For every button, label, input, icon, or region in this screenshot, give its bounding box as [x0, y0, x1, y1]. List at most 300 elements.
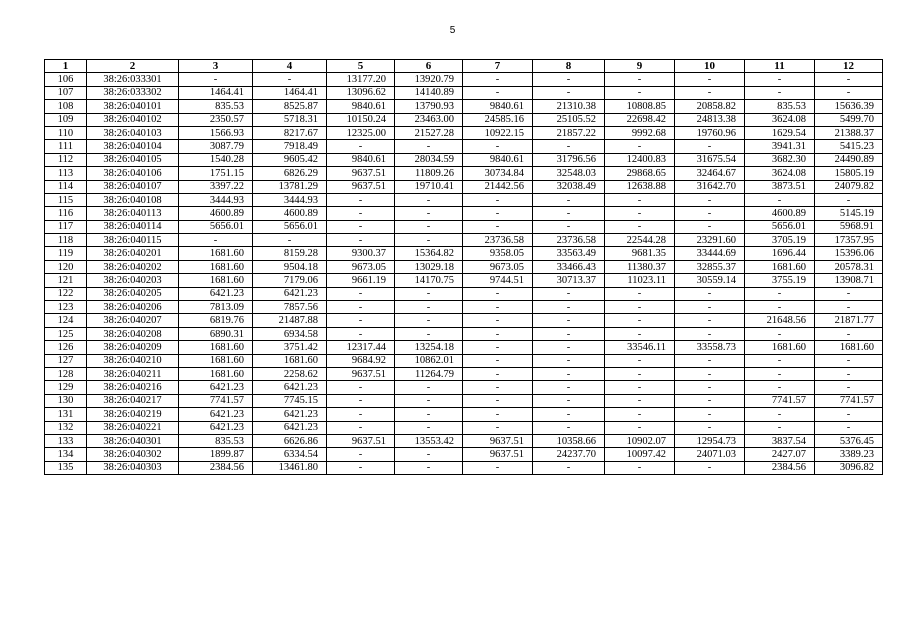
value-cell: 3444.93 [253, 193, 327, 206]
row-number-cell: 127 [45, 354, 87, 367]
table-row [45, 234, 883, 247]
value-cell: - [395, 193, 463, 206]
value-cell: 7745.15 [253, 394, 327, 407]
value-cell: - [463, 394, 533, 407]
value-cell: 13920.79 [395, 73, 463, 86]
value-cell: 10358.66 [533, 434, 605, 447]
table-row [45, 394, 883, 407]
value-cell: 30713.37 [533, 274, 605, 287]
value-cell: 5415.23 [815, 140, 883, 153]
value-cell: - [179, 234, 253, 247]
value-cell: - [395, 287, 463, 300]
value-cell: 1464.41 [179, 86, 253, 99]
value-cell: 21871.77 [815, 314, 883, 327]
value-cell: 21527.28 [395, 126, 463, 139]
value-cell: - [605, 354, 675, 367]
value-cell: - [675, 287, 745, 300]
value-cell: 23736.58 [463, 234, 533, 247]
value-cell: - [745, 327, 815, 340]
column-header: 11 [745, 60, 815, 73]
value-cell: 6421.23 [253, 421, 327, 434]
value-cell: 13096.62 [327, 86, 395, 99]
value-cell: 31642.70 [675, 180, 745, 193]
value-cell: - [533, 408, 605, 421]
value-cell: - [605, 327, 675, 340]
table-row [45, 86, 883, 99]
value-cell: 2384.56 [179, 461, 253, 474]
value-cell: 24079.82 [815, 180, 883, 193]
value-cell: - [675, 408, 745, 421]
value-cell: - [463, 73, 533, 86]
value-cell: - [745, 301, 815, 314]
value-cell: 1681.60 [179, 274, 253, 287]
value-cell: 31796.56 [533, 153, 605, 166]
value-cell: - [815, 367, 883, 380]
value-cell: - [815, 287, 883, 300]
value-cell: - [463, 140, 533, 153]
cadastral-number-cell: 38:26:040201 [87, 247, 179, 260]
value-cell: 13781.29 [253, 180, 327, 193]
table-row [45, 367, 883, 380]
value-cell: 29868.65 [605, 167, 675, 180]
value-cell: 10097.42 [605, 448, 675, 461]
value-cell: 13461.80 [253, 461, 327, 474]
table-row [45, 287, 883, 300]
value-cell: - [533, 220, 605, 233]
cadastral-number-cell: 38:26:040108 [87, 193, 179, 206]
value-cell: 33558.73 [675, 341, 745, 354]
value-cell: 5718.31 [253, 113, 327, 126]
cadastral-number-cell: 38:26:040101 [87, 100, 179, 113]
value-cell: 9673.05 [327, 260, 395, 273]
row-number-cell: 135 [45, 461, 87, 474]
value-cell: 1681.60 [179, 247, 253, 260]
value-cell: - [815, 381, 883, 394]
value-cell: 9637.51 [327, 180, 395, 193]
table-row [45, 126, 883, 139]
value-cell: - [605, 367, 675, 380]
value-cell: 23291.60 [675, 234, 745, 247]
value-cell: 6421.23 [179, 287, 253, 300]
value-cell: 3941.31 [745, 140, 815, 153]
table-row [45, 341, 883, 354]
value-cell: - [463, 193, 533, 206]
value-cell: - [327, 207, 395, 220]
column-header: 4 [253, 60, 327, 73]
value-cell: 23736.58 [533, 234, 605, 247]
value-cell: 1681.60 [179, 354, 253, 367]
cadastral-number-cell: 38:26:040302 [87, 448, 179, 461]
value-cell: - [463, 461, 533, 474]
row-number-cell: 115 [45, 193, 87, 206]
value-cell: 4600.89 [179, 207, 253, 220]
value-cell: - [745, 367, 815, 380]
table-row [45, 434, 883, 447]
row-number-cell: 107 [45, 86, 87, 99]
value-cell: - [675, 301, 745, 314]
row-number-cell: 110 [45, 126, 87, 139]
value-cell: 1566.93 [179, 126, 253, 139]
row-number-cell: 126 [45, 341, 87, 354]
row-number-cell: 129 [45, 381, 87, 394]
value-cell: 33563.49 [533, 247, 605, 260]
value-cell: - [745, 73, 815, 86]
row-number-cell: 114 [45, 180, 87, 193]
value-cell: 2427.07 [745, 448, 815, 461]
row-number-cell: 133 [45, 434, 87, 447]
value-cell: - [675, 86, 745, 99]
value-cell: - [533, 314, 605, 327]
value-cell: 8525.87 [253, 100, 327, 113]
value-cell: 22544.28 [605, 234, 675, 247]
value-cell: 30559.14 [675, 274, 745, 287]
value-cell: 13553.42 [395, 434, 463, 447]
row-number-cell: 130 [45, 394, 87, 407]
value-cell: 9992.68 [605, 126, 675, 139]
value-cell: - [327, 408, 395, 421]
value-cell: - [533, 207, 605, 220]
value-cell: 9637.51 [463, 448, 533, 461]
value-cell: 10808.85 [605, 100, 675, 113]
value-cell: 9637.51 [327, 167, 395, 180]
value-cell: - [463, 301, 533, 314]
value-cell: 6421.23 [179, 421, 253, 434]
value-cell: - [395, 394, 463, 407]
value-cell: - [815, 354, 883, 367]
column-header: 3 [179, 60, 253, 73]
value-cell: - [605, 73, 675, 86]
value-cell: 24585.16 [463, 113, 533, 126]
value-cell: 3389.23 [815, 448, 883, 461]
value-cell: 12325.00 [327, 126, 395, 139]
row-number-cell: 121 [45, 274, 87, 287]
cadastral-number-cell: 38:26:033302 [87, 86, 179, 99]
value-cell: 9661.19 [327, 274, 395, 287]
value-cell: 15364.82 [395, 247, 463, 260]
table-row [45, 448, 883, 461]
column-header: 5 [327, 60, 395, 73]
value-cell: - [533, 461, 605, 474]
value-cell: 12317.44 [327, 341, 395, 354]
cadastral-number-cell: 38:26:040104 [87, 140, 179, 153]
value-cell: 1751.15 [179, 167, 253, 180]
value-cell: 1681.60 [179, 341, 253, 354]
value-cell: 21487.88 [253, 314, 327, 327]
value-cell: - [395, 461, 463, 474]
value-cell: 24071.03 [675, 448, 745, 461]
value-cell: - [395, 220, 463, 233]
row-number-cell: 112 [45, 153, 87, 166]
cadastral-number-cell: 38:26:040221 [87, 421, 179, 434]
value-cell: 2258.62 [253, 367, 327, 380]
row-number-cell: 117 [45, 220, 87, 233]
value-cell: 9605.42 [253, 153, 327, 166]
row-number-cell: 119 [45, 247, 87, 260]
value-cell: - [395, 207, 463, 220]
row-number-cell: 118 [45, 234, 87, 247]
value-cell: - [605, 140, 675, 153]
value-cell: - [815, 408, 883, 421]
cadastral-number-cell: 38:26:040105 [87, 153, 179, 166]
value-cell: 12954.73 [675, 434, 745, 447]
value-cell: 21310.38 [533, 100, 605, 113]
value-cell: 14140.89 [395, 86, 463, 99]
value-cell: 9637.51 [327, 434, 395, 447]
column-header: 9 [605, 60, 675, 73]
value-cell: - [675, 421, 745, 434]
value-cell: 33466.43 [533, 260, 605, 273]
value-cell: 6421.23 [179, 381, 253, 394]
column-header: 10 [675, 60, 745, 73]
value-cell: 14170.75 [395, 274, 463, 287]
value-cell: 9684.92 [327, 354, 395, 367]
value-cell: - [463, 327, 533, 340]
value-cell: - [395, 314, 463, 327]
value-cell: 5376.45 [815, 434, 883, 447]
value-cell: - [675, 314, 745, 327]
row-number-cell: 128 [45, 367, 87, 380]
row-number-cell: 134 [45, 448, 87, 461]
table-row [45, 327, 883, 340]
value-cell: - [605, 421, 675, 434]
value-cell: - [395, 408, 463, 421]
value-cell: 10922.15 [463, 126, 533, 139]
table-header [45, 60, 883, 73]
value-cell: 11023.11 [605, 274, 675, 287]
value-cell: - [745, 354, 815, 367]
value-cell: - [327, 421, 395, 434]
value-cell: 7741.57 [745, 394, 815, 407]
value-cell: - [605, 394, 675, 407]
value-cell: - [327, 394, 395, 407]
value-cell: - [327, 327, 395, 340]
value-cell: 7179.06 [253, 274, 327, 287]
value-cell: 32464.67 [675, 167, 745, 180]
table-row [45, 274, 883, 287]
data-table [44, 59, 883, 475]
value-cell: 20578.31 [815, 260, 883, 273]
value-cell: - [395, 301, 463, 314]
table-row [45, 408, 883, 421]
value-cell: - [745, 408, 815, 421]
value-cell: 1681.60 [179, 260, 253, 273]
value-cell: 11264.79 [395, 367, 463, 380]
value-cell: - [675, 381, 745, 394]
value-cell: - [605, 220, 675, 233]
value-cell: - [675, 327, 745, 340]
value-cell: - [815, 301, 883, 314]
value-cell: 3751.42 [253, 341, 327, 354]
table-row [45, 193, 883, 206]
value-cell: - [253, 234, 327, 247]
value-cell: - [815, 193, 883, 206]
value-cell: - [463, 207, 533, 220]
row-number-cell: 125 [45, 327, 87, 340]
table-row [45, 461, 883, 474]
value-cell: 3873.51 [745, 180, 815, 193]
value-cell: - [675, 367, 745, 380]
value-cell: - [533, 301, 605, 314]
value-cell: 9504.18 [253, 260, 327, 273]
value-cell: - [327, 314, 395, 327]
value-cell: - [533, 394, 605, 407]
value-cell: - [533, 367, 605, 380]
value-cell: 1899.87 [179, 448, 253, 461]
value-cell: - [533, 341, 605, 354]
table-row [45, 301, 883, 314]
row-number-cell: 116 [45, 207, 87, 220]
cadastral-number-cell: 38:26:040202 [87, 260, 179, 273]
value-cell: 2350.57 [179, 113, 253, 126]
value-cell: - [533, 140, 605, 153]
value-cell: - [395, 234, 463, 247]
table-row [45, 73, 883, 86]
cadastral-number-cell: 38:26:040206 [87, 301, 179, 314]
table-row [45, 180, 883, 193]
value-cell: 13790.93 [395, 100, 463, 113]
cadastral-number-cell: 38:26:040303 [87, 461, 179, 474]
value-cell: 7813.09 [179, 301, 253, 314]
cadastral-number-cell: 38:26:040114 [87, 220, 179, 233]
value-cell: 13908.71 [815, 274, 883, 287]
value-cell: 12400.83 [605, 153, 675, 166]
cadastral-number-cell: 38:26:040115 [87, 234, 179, 247]
value-cell: 32548.03 [533, 167, 605, 180]
value-cell: 13177.20 [327, 73, 395, 86]
cadastral-number-cell: 38:26:040301 [87, 434, 179, 447]
value-cell: - [463, 341, 533, 354]
row-number-cell: 132 [45, 421, 87, 434]
value-cell: - [745, 287, 815, 300]
value-cell: 6934.58 [253, 327, 327, 340]
value-cell: - [327, 220, 395, 233]
value-cell: 10150.24 [327, 113, 395, 126]
value-cell: 3682.30 [745, 153, 815, 166]
table-row [45, 354, 883, 367]
value-cell: 1696.44 [745, 247, 815, 260]
value-cell: - [605, 408, 675, 421]
value-cell: 1629.54 [745, 126, 815, 139]
cadastral-number-cell: 38:26:040208 [87, 327, 179, 340]
value-cell: 4600.89 [253, 207, 327, 220]
value-cell: - [463, 86, 533, 99]
value-cell: 6626.86 [253, 434, 327, 447]
value-cell: - [327, 381, 395, 394]
value-cell: - [533, 287, 605, 300]
value-cell: - [327, 461, 395, 474]
value-cell: - [327, 234, 395, 247]
value-cell: 11380.37 [605, 260, 675, 273]
row-number-cell: 120 [45, 260, 87, 273]
value-cell: - [533, 73, 605, 86]
cadastral-number-cell: 38:26:040216 [87, 381, 179, 394]
value-cell: - [179, 73, 253, 86]
value-cell: 5499.70 [815, 113, 883, 126]
value-cell: 11809.26 [395, 167, 463, 180]
value-cell: - [533, 421, 605, 434]
value-cell: 8159.28 [253, 247, 327, 260]
value-cell: 24813.38 [675, 113, 745, 126]
table-body [45, 73, 883, 475]
value-cell: 3624.08 [745, 167, 815, 180]
table-row [45, 220, 883, 233]
value-cell: - [605, 207, 675, 220]
cadastral-number-cell: 38:26:040107 [87, 180, 179, 193]
value-cell: 7918.49 [253, 140, 327, 153]
value-cell: 3096.82 [815, 461, 883, 474]
table-row [45, 207, 883, 220]
cadastral-number-cell: 38:26:040113 [87, 207, 179, 220]
value-cell: 10862.01 [395, 354, 463, 367]
value-cell: 9637.51 [463, 434, 533, 447]
value-cell: 7857.56 [253, 301, 327, 314]
value-cell: 3755.19 [745, 274, 815, 287]
value-cell: 33444.69 [675, 247, 745, 260]
value-cell: - [253, 73, 327, 86]
value-cell: - [463, 367, 533, 380]
value-cell: - [675, 193, 745, 206]
value-cell: - [327, 287, 395, 300]
value-cell: 7741.57 [815, 394, 883, 407]
value-cell: 1540.28 [179, 153, 253, 166]
value-cell: 23463.00 [395, 113, 463, 126]
value-cell: 20858.82 [675, 100, 745, 113]
value-cell: 9840.61 [327, 100, 395, 113]
row-number-cell: 106 [45, 73, 87, 86]
row-number-cell: 124 [45, 314, 87, 327]
value-cell: - [605, 193, 675, 206]
value-cell: - [463, 381, 533, 394]
value-cell: 3624.08 [745, 113, 815, 126]
value-cell: 9840.61 [327, 153, 395, 166]
value-cell: 15396.06 [815, 247, 883, 260]
value-cell: - [327, 140, 395, 153]
value-cell: 30734.84 [463, 167, 533, 180]
value-cell: 32038.49 [533, 180, 605, 193]
table-row [45, 113, 883, 126]
cadastral-number-cell: 38:26:033301 [87, 73, 179, 86]
value-cell: - [463, 421, 533, 434]
value-cell: - [463, 220, 533, 233]
value-cell: 3705.19 [745, 234, 815, 247]
value-cell: 22698.42 [605, 113, 675, 126]
value-cell: - [675, 73, 745, 86]
table-row [45, 314, 883, 327]
value-cell: 6421.23 [179, 408, 253, 421]
value-cell: 6334.54 [253, 448, 327, 461]
value-cell: 9744.51 [463, 274, 533, 287]
value-cell: - [395, 140, 463, 153]
cadastral-number-cell: 38:26:040103 [87, 126, 179, 139]
cadastral-number-cell: 38:26:040203 [87, 274, 179, 287]
value-cell: 1681.60 [745, 341, 815, 354]
column-header: 2 [87, 60, 179, 73]
value-cell: - [533, 193, 605, 206]
value-cell: - [815, 327, 883, 340]
value-cell: 3087.79 [179, 140, 253, 153]
value-cell: - [533, 381, 605, 394]
value-cell: 835.53 [179, 100, 253, 113]
cadastral-number-cell: 38:26:040205 [87, 287, 179, 300]
table-row [45, 167, 883, 180]
value-cell: 25105.52 [533, 113, 605, 126]
value-cell: 1464.41 [253, 86, 327, 99]
value-cell: - [463, 287, 533, 300]
value-cell: 12638.88 [605, 180, 675, 193]
value-cell: 3444.93 [179, 193, 253, 206]
value-cell: - [395, 381, 463, 394]
value-cell: 4600.89 [745, 207, 815, 220]
